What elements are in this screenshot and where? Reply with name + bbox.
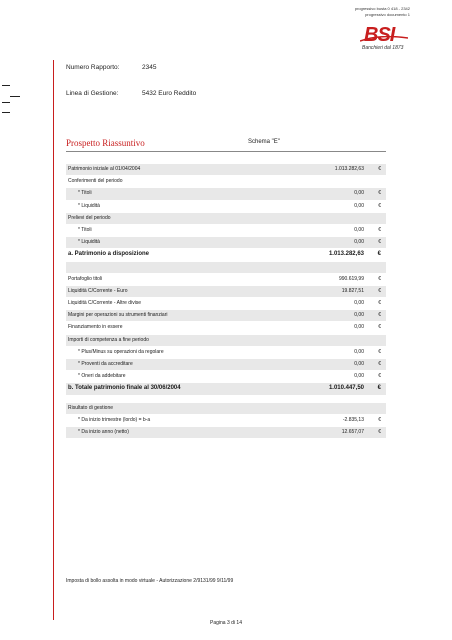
row-label: * Titoli (78, 226, 92, 233)
row-value: 12.657,07 (341, 428, 364, 435)
row-label: * Liquidità (78, 239, 100, 246)
row-label: Liquidità C/Corrente - Euro (68, 287, 128, 294)
row-value: 0,00 (354, 202, 364, 209)
row-value: 0,00 (354, 348, 364, 355)
row-currency: € (377, 251, 381, 258)
margin-rule (53, 60, 54, 620)
row-label: Prelievi del periodo (68, 214, 111, 221)
schema-label: Schema "E" (248, 139, 280, 145)
table-row (66, 164, 386, 176)
row-currency: € (378, 202, 381, 209)
table-row (66, 396, 386, 403)
row-label: Risultato di gestione (68, 404, 114, 411)
row-value: 0,00 (354, 226, 364, 233)
row-currency: € (378, 300, 381, 307)
row-value: 0,00 (354, 373, 364, 380)
bsi-logo (360, 24, 410, 52)
row-value: 0,00 (354, 300, 364, 307)
report-number-label: Numero Rapporto: (66, 64, 120, 71)
row-value: 0,00 (354, 239, 364, 246)
report-number-value: 2345 (142, 64, 157, 71)
table-row (66, 335, 386, 347)
row-value: 0,00 (354, 324, 364, 331)
row-label: * Da inizio anno (netto) (78, 428, 129, 435)
margin-tick (2, 112, 10, 113)
row-value: 0,00 (354, 312, 364, 319)
row-label: a. Patrimonio a disposizione (68, 251, 150, 258)
management-line-label: Linea di Gestione: (66, 90, 119, 97)
row-value: -2.835,13 (342, 416, 364, 423)
table-row (66, 249, 386, 261)
management-line-value: 5432 Euro Reddito (142, 90, 197, 97)
row-currency: € (378, 373, 381, 380)
row-value: 1.013.282,63 (328, 251, 364, 258)
table-row (66, 286, 386, 298)
row-currency: € (378, 348, 381, 355)
row-value: 0,00 (354, 361, 364, 367)
row-currency: € (378, 416, 381, 423)
table-row (66, 274, 386, 286)
table-row (66, 403, 386, 415)
row-currency: € (378, 226, 381, 233)
row-label: Portafoglio titoli (68, 275, 103, 282)
logo-tagline: Banchieri dal 1873 (362, 45, 404, 51)
row-value: 0,00 (354, 190, 364, 197)
row-currency: € (378, 324, 381, 331)
row-currency: € (378, 190, 381, 197)
row-label: Margini per operazioni su strumenti finanziari (68, 312, 168, 319)
row-label: b. Totale patrimonio finale al 30/06/2004 (68, 385, 181, 392)
table-row (66, 201, 386, 213)
row-value: 1.013.282,63 (334, 166, 364, 172)
row-label: Liquidità C/Corrente - Altre divise (68, 300, 142, 307)
reference-line-2: progressivo documento 1 (365, 12, 410, 17)
row-label: * Plus/Minus su operazioni da regolare (78, 348, 164, 355)
row-currency: € (378, 428, 381, 435)
table-row (66, 237, 386, 249)
table-row (66, 262, 386, 274)
margin-tick (2, 85, 10, 86)
table-row (66, 322, 386, 334)
row-currency: € (378, 361, 381, 367)
row-currency: € (378, 239, 381, 246)
row-currency: € (378, 312, 381, 319)
row-label: * Titoli (78, 190, 92, 197)
table-row (66, 310, 386, 322)
stamp-duty-note: Imposta di bollo assolta in modo virtuale - Autorizzazione 2/9131/99 9/11/99 (66, 578, 234, 584)
table-row (66, 427, 386, 439)
row-currency: € (378, 275, 381, 282)
summary-table (66, 164, 386, 439)
page-number: Pagina 3 di 14 (210, 620, 242, 626)
row-currency: € (378, 287, 381, 294)
row-label: * Oneri da addebitare (78, 373, 126, 380)
table-row (66, 347, 386, 359)
row-label: * Da inizio trimestre (lordo) = b-a (78, 416, 151, 423)
row-label: Conferimenti del periodo (68, 178, 123, 185)
logo-swoosh-icon (360, 36, 408, 42)
table-row (66, 371, 386, 383)
margin-tick (10, 96, 20, 97)
title-divider (66, 151, 386, 152)
table-row (66, 225, 386, 237)
section-title: Prospetto Riassuntivo (66, 138, 145, 148)
table-row (66, 415, 386, 427)
table-row (66, 188, 386, 200)
margin-tick (2, 102, 10, 103)
row-value: 19.827,51 (341, 287, 364, 294)
row-label: Importi di competenza a fine periodo (68, 336, 149, 343)
table-row (66, 298, 386, 310)
table-row (66, 383, 386, 395)
table-row (66, 213, 386, 225)
row-label: * Proventi da accreditare (78, 361, 133, 367)
reference-line-1: progressivo busta 0 418 - 2342 (354, 6, 410, 11)
row-currency: € (378, 166, 381, 172)
table-row (66, 359, 386, 371)
row-label: Patrimonio iniziale al 01/04/2004 (68, 166, 141, 172)
table-row (66, 176, 386, 188)
row-value: 1.010.447,50 (328, 385, 364, 392)
logo-brand-text: BSI (364, 24, 395, 46)
row-currency: € (377, 385, 381, 392)
row-label: * Liquidità (78, 202, 100, 209)
row-value: 990.619,99 (338, 275, 364, 282)
row-label: Finanziamento in essere (68, 324, 123, 331)
document-reference (355, 6, 410, 18)
